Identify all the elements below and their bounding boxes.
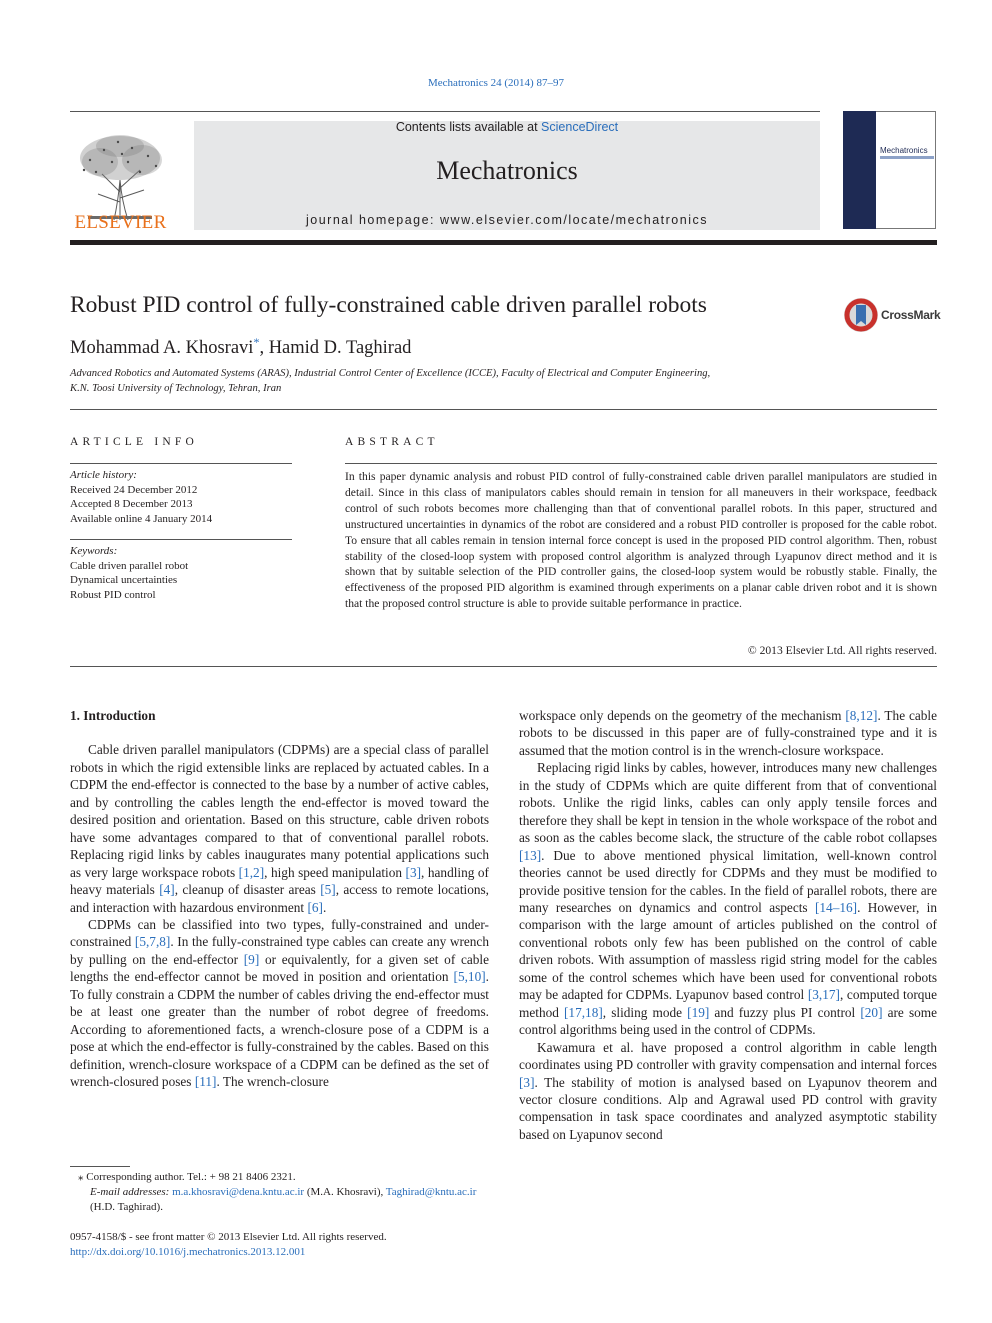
keyword-item: Dynamical uncertainties [70,574,178,586]
paragraph [519,759,937,1038]
received-date: Received 24 December 2012 [70,483,198,496]
footnote-mark: ⁎ [78,1171,84,1183]
affiliation-line-2: K.N. Toosi University of Technology, Tehran, Iran [70,382,282,394]
crossmark-icon[interactable] [843,297,879,333]
text-run: Replacing rigid links by cables, however, introduces many new challenges in the study of CDPMs which are quite different from that of conventional robots. Unlike the rigid links, cables can only apply tensile forces and therefore they shall be kept in tension in the whole workspace of the robot and as soon as the cables become slack, the structure of the cable robot collapses [519,760,937,846]
history-label: Article history: [70,469,137,481]
article-info-rule [70,463,292,464]
email-note [70,1185,489,1215]
keywords-label: Keywords: [70,545,118,557]
corresponding-text: Corresponding author. Tel.: + 98 21 8406 2321. [83,1171,296,1183]
abstract-bottom-rule [70,666,937,667]
citation-link[interactable]: [14–16] [814,899,858,915]
header-top-rule [70,111,820,112]
email-link-2[interactable]: Taghirad@kntu.ac.ir [385,1186,477,1198]
citation-link[interactable]: [3] [405,864,422,880]
text-run: or equivalently, for a given set of cable lengths the end-effector cannot be moved in position and orientation [70,951,489,985]
journal-homepage [194,213,820,227]
citation-link[interactable]: [9] [243,951,260,967]
keywords-rule [70,539,292,540]
citation-link[interactable]: [1,2] [238,864,265,880]
text-run: , sliding mode [602,1004,688,1020]
text-run: , high speed manipulation [264,864,406,880]
citation-link[interactable]: [11] [194,1074,217,1090]
cover-subtitle-bar [880,156,934,159]
email-link-1[interactable]: m.a.khosravi@dena.kntu.ac.ir [172,1186,305,1198]
text-run: . The wrench-closure [216,1074,329,1090]
author-2: Hamid D. Taghirad [268,338,412,359]
text-run: . To fully constrain a CDPM the number of cables driving the end-effector must be at least one greater than the number of robot degree of freedoms. According to aforementioned facts, a wrench-closure pose of a CDPM is a pose at which the end-effector is fully-constrained by the cables. Based on this definition, wrench-closure workspace of a CDPM can be defined as the set of wrench-closured poses [70,969,489,1090]
affiliation-line-1: Advanced Robotics and Automated Systems (ARAS), Industrial Control Center of Excellence (ICCE), Faculty of Electrical and Computer Engineering, [70,368,711,379]
citation-link[interactable]: [8,12] [845,708,878,723]
text-run: . In the fully-constrained type cables can create any wrench by pulling on the end-effector [70,934,489,967]
citation-link[interactable]: [4] [159,882,175,898]
text-run: Kawamura et al. have proposed a control algorithm in cable length coordinates using PD controller with gravity compensation and internal forces [519,1039,937,1073]
corresponding-author-mark[interactable]: * [253,335,260,349]
contents-availability [194,120,820,134]
paragraph [519,707,937,759]
text-run: and fuzzy plus PI control [709,1004,861,1020]
text-run: , cleanup of disaster areas [174,882,321,898]
footnote-rule [70,1166,130,1167]
front-matter-info [70,1230,489,1259]
article-info-heading: ARTICLE INFO [70,436,198,448]
text-run: Cable driven parallel manipulators (CDPMs) are a special class of parallel robots in which the rigid extensible links are replaced by actuated cables. In a CDPM the end-effector is connected to the base by a number of active cables, and by controlling the cables length the end-effector is moved toward the desired position and orientation. Based on this structure, cable driven robots have some advantages compared to that of conventional parallel robots. Replacing rigid links by cables inaugurates many potential applications such as very large workspace robots [70,742,489,880]
affiliation [70,367,830,396]
paragraph [70,741,489,916]
citation-link[interactable]: [19] [687,1004,710,1020]
crossmark-label[interactable]: CrossMark [881,308,941,322]
paragraph [519,1039,937,1144]
text-run: . The stability of motion is analysed based on Lyapunov theorem and vector closure conditions. Alp and Agrawal used PD control with gravity compensation in task space coordinates and analyzed asymptotic stability based on Lyapunov second [519,1074,937,1142]
author-list [70,335,411,359]
body-column-left [70,707,489,1091]
homepage-prefix: journal homepage: [305,213,441,227]
text-run: , access to remote locations, and interaction with hazardous environment [70,882,490,915]
citation-link[interactable]: [5,10] [453,969,486,985]
keywords [70,544,292,602]
text-run: CDPMs can be classified into two types, fully-constrained and under-constrained [70,916,489,950]
keyword-item: Robust PID control [70,588,156,601]
text-run: . The cable robots to be discussed in this paper are of fully-constrained type and it is assumed that the motion control is in the wrench-closure workspace. [519,708,938,758]
abstract-text: In this paper dynamic analysis and robust PID control of fully-constrained cable driven parallel manipulators are studied in detail. Since in this class of manipulators cables should remain in tension for all maneuvers in their workspace, feedback control of such robots becomes more challenging than that of conventional parallel robots. In this paper, structured and unstructured uncertainties in dynamics of the robot are considered and a robust PID controller is proposed for the cable robot. To ensure that all cables remain in tension internal force concept is used in the proposed PID control algorithm. Then, robust stability of the closed-loop system with proposed control algorithm is analyzed through Lyapunov direct method and it is shown that by suitable selection of the PID controller gains, the closed-loop system would be robustly stable. Finally, the effectiveness of the proposed PID algorithm is examined through experiments on a planar cable driven robot and it is shown that the proposed control structure is able to provide suitable performance in practice. [345,470,937,611]
email-label: E-mail addresses: [90,1186,173,1198]
citation-link[interactable]: [3,17] [807,987,840,1003]
email-owner-2: (H.D. Taghirad). [90,1201,163,1213]
sciencedirect-link[interactable]: ScienceDirect [541,120,619,134]
journal-title: Mechatronics [436,156,578,185]
keyword-item: Cable driven parallel robot [70,559,189,572]
text-run: . However, in comparison with the large amount of articles published on the control of conventional robots only few has been published on the control of cable driven robots. With assumption of massless rigid string model for the cables some of the control schemes which have been used for conventional robots may be adapted for CDPMs. Lyapunov based control [519,899,937,1003]
title-block-rule [70,409,937,410]
elsevier-wordmark: ELSEVIER [74,212,167,233]
paper-title: Robust PID control of fully-constrained cable driven parallel robots [70,292,707,318]
citation-link[interactable]: [3] [519,1074,535,1090]
citation-link[interactable]: [17,18] [564,1004,603,1020]
cover-band [843,111,876,229]
doi-link[interactable]: http://dx.doi.org/10.1016/j.mechatronics.2013.12.001 [70,1245,306,1258]
text-run: . Due to above mentioned physical limitation, well-known control theories cannot be used directly for CDPMs and they must be modified to provide positive tension for the cables. In the field of parallel robots, there are many researches on dynamics and control aspects [519,847,937,915]
author-1: Mohammad A. Khosravi [70,338,254,359]
footnote [70,1170,489,1215]
citation-link[interactable]: [6] [307,899,323,915]
text-run: are some control algorithms being used in the control of CDPMs. [519,1004,938,1038]
text-run: , computed torque method [519,987,937,1020]
abstract-rule [345,463,937,464]
article-history [70,468,292,526]
citation-link[interactable]: [5] [320,882,336,898]
citation-link[interactable]: [20] [860,1004,883,1020]
author-separator: , [259,338,269,359]
email-owner-1: (M.A. Khosravi), [304,1186,386,1198]
citation-link[interactable]: [5,7,8] [134,934,171,950]
contents-prefix: Contents lists available at [395,120,542,134]
online-date: Available online 4 January 2014 [70,512,213,525]
abstract-heading: ABSTRACT [345,436,439,448]
paragraph [70,916,489,1091]
accepted-date: Accepted 8 December 2013 [70,498,193,510]
issn-line: 0957-4158/$ - see front matter © 2013 Elsevier Ltd. All rights reserved. [70,1231,387,1243]
corresponding-author-note [70,1170,489,1185]
journal-reference[interactable]: Mechatronics 24 (2014) 87–97 [428,77,564,89]
section-heading-introduction: 1. Introduction [70,708,156,723]
cover-title: Mechatronics [880,146,928,155]
text-run: , handling of heavy materials [70,864,489,898]
header-thick-rule [70,240,937,245]
abstract-copyright: © 2013 Elsevier Ltd. All rights reserved. [747,644,937,657]
citation-link[interactable]: [13] [519,847,542,863]
body-column-right [519,707,937,1143]
text-run: . [322,899,327,915]
homepage-url[interactable]: www.elsevier.com/locate/mechatronics [440,213,708,227]
text-run: workspace only depends on the geometry of the mechanism [519,708,846,723]
